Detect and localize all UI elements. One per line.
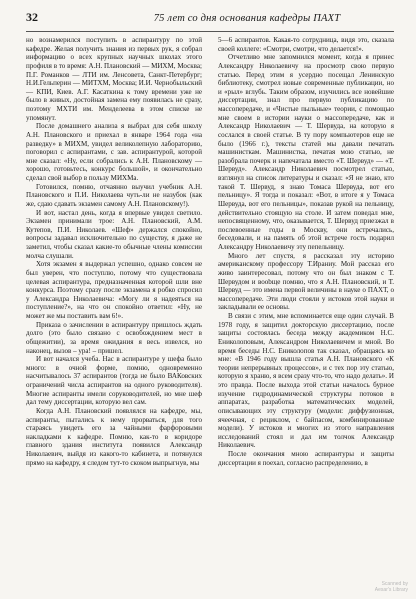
paragraph: Отчетливо мне запомнился момент, когда я принес Александру Николаевичу на просмотр свою первую статью. Перед этим я усердно посещал Ленинскую библиотеку, смотрел новые современные публикации, но и «рыл» вглубь. Таким образом, изучились все новейшие диссертации, знал про первую публикацию по массопередаче, и «Чистые пыльные» теории, с помощью мне своем в истории науки о массопередаче, как и Александр Николаевич — Т. Шервуда, на которую я сослался в своей статье. В ту пору компьютеров еще не было (1966 г.), тексты статей мы давали печатать машинисткам. Машинистка, печатая мою статью, не разобрала почерк и напечатала вместо «Т. Шервуд» — «Т. Шервуд». Александр Николаевич посмотрел статью, взглянул на список литературы и сказал: «Я не знаю, кто такой Т. Шервуд, я знаю Томаса Шервуда, вот его пельницу». Я тогда и показал: «Вот, в итоге я у Томаса Шервуда, вот его пельницы», показав рукой на пельницу, действительно стоящую на столе. И затем поведал мне, непосвященному, что, оказывается, Т. Шервуд приезжал в послевоенные годы в Москву, они встречались, беседовали, и на память об этой встрече гость подарил Александру Николаевичу эту пепельницу. xyxy=(218,53,394,251)
paragraph: После домашнего анализа я выбрал для себя школу А.Н. Плановского и приехал в январе 1964 года «на разведку» в МИХМ, увидел великолепную лабораторию, поговорил с аспирантами, с зав. аспирантурой, которой мне сказал: «Ну, если собрались к А.Н. Плановскому — хорошо, готовьтесь, конкурс большой», и окончательно сделал свой выбор в пользу МИХМа. xyxy=(26,122,202,182)
watermark-line-2: Aesar's Library xyxy=(374,587,408,593)
paragraph: Приказа о зачислении в аспирантуру пришлось ждать долго (это было связано с освобождением мест в общежитии), за время ожидания я весь извелся, но наконец, вызов – ура! – пришел. xyxy=(26,320,202,355)
running-title: 75 лет со дня основания кафедры ПАХТ xyxy=(153,13,341,24)
page-number: 32 xyxy=(26,10,38,24)
text-columns xyxy=(26,36,394,467)
paragraph: И вот начался учеба. Нас в аспирантуре у шефа было много: в очной форме, помню, одновременно насчитывалось 37 аспирантов (тогда не было ВАКовских ограничений числа аспирантов на одного руководителя). Многие аспиранты имели соруководителей, но мне шеф дал тему диссертации, которую вел сам. xyxy=(26,355,202,407)
paragraph: Хотя экзамен я выдержал успешно, однако совсем не был уверен, что поступлю, потому что существовала целевая аспирантура, предназначенная которой шли вне конкурса. Поэтому сразу после экзамена я робко спросил у Александра Николаевича: «Могу ли я надеяться на поступление?», на что он спокойно ответил: «Ну, не может же мы поставить вам 6!». xyxy=(26,260,202,320)
watermark-line-1: Scanned by xyxy=(381,581,408,587)
right-column xyxy=(218,36,394,467)
paragraph: Когда А.Н. Плановский появлялся на кафедре, мы, аспиранты, пытались к нему прорваться, для того стараясь увидеть его за чайными фарфоровыми накладками к кафедре. Помню, как-то в коридоре главного здания института появился Александр Николаевич, выйдя из какого-то кабинета, и потянулся прямо на кафедру, я следом тут-то скоком выпрыгнув, мы xyxy=(26,406,202,467)
paragraph: И вот, настал день, когда я впервые увидел светило. Экзамен принимали трое: А.Н. Плановский, А.М. Кутепов, П.И. Николаев. «Шеф» держался спокойно, вопросы задавал исключительно по существу, я даже не заметил, чтобы сказал какие-то обычные члены комиссии молча слушали. xyxy=(26,208,202,260)
paragraph: В связи с этим, мне вспоминается еще один случай. В 1978 году, я защитил докторскую диссертацию, после защиты состоялась беседа между академиком Н.С. Ениколоповым, Александром Николаевичем и мной. Во время беседы Н.С. Ениколопов так сказал, обращаясь ко мне: «В 1946 году вышла статья А.Н. Плановского «К теории непрерывных процессов», и с тех пор эту статью, которую я храню, я всем сразу что-то, что надо делать». И это правда. После выхода этой статьи началось бурное изучение гидродинамической структуры потоков в аппаратах, разработка математических моделей, описывающих эту структуру (модели: диффузионная, ячеечная, с рециклом, с байпасом, комбинированные модели). У истоков и многих из этого направления исследований стоял и дал им толчок Александр Николаевич. xyxy=(218,312,394,450)
left-column xyxy=(26,36,202,467)
paragraph: 5—6 аспирантов. Какая-то сотрудница, видя это, сказала своей коллеге: «Смотри, смотри, что делается!». xyxy=(218,36,394,53)
paragraph: После окончания мною аспирантуры и защиты диссертации я поехал, согласно распределению, в xyxy=(218,450,394,467)
paragraph: но вознамерился поступить в аспирантуру по этой кафедре. Желая получить знания из первых рук, я собрал информацию о всех крупных научных школах этого профиля в то время: А.Н. Плановский — МИХМ, Москва; П.Г. Романков — ЛТИ им. Ленсовета, Санкт-Петербург; Н.И.Гельперин — МИТХМ, Москва; И.И. Чернобыльский — КПИ, Киев. А.Г. Касаткина к тому времени уже не было в живых, достойная замена ему появилась не сразу, поэтому МХТИ им. Менделеева в этом списке не упомянут. xyxy=(26,36,202,122)
scan-watermark xyxy=(375,581,408,593)
page-header xyxy=(26,10,394,32)
paragraph: Готовился, помню, отчаянно выучил учебник А.Н. Плановского и П.И. Николаева чуть-ли не назубок (как же, сдаю сдавать экзамен самому А.Н. Плановскому!). xyxy=(26,182,202,208)
paragraph: Много лет спустя, я рассказал эту историю американскому профессору Т.Ираниу. Мой рассказ его живо заинтересовал, потому что он был знаком с Т. Шервудом и воobще помню, что я А.Н. Плановский, и Т. Шервуд — это имена первой величины в науке о ПАХТ, о массопередаче. Эти люди стояли у истоков этой науки и закладывали ее основы. xyxy=(218,251,394,312)
